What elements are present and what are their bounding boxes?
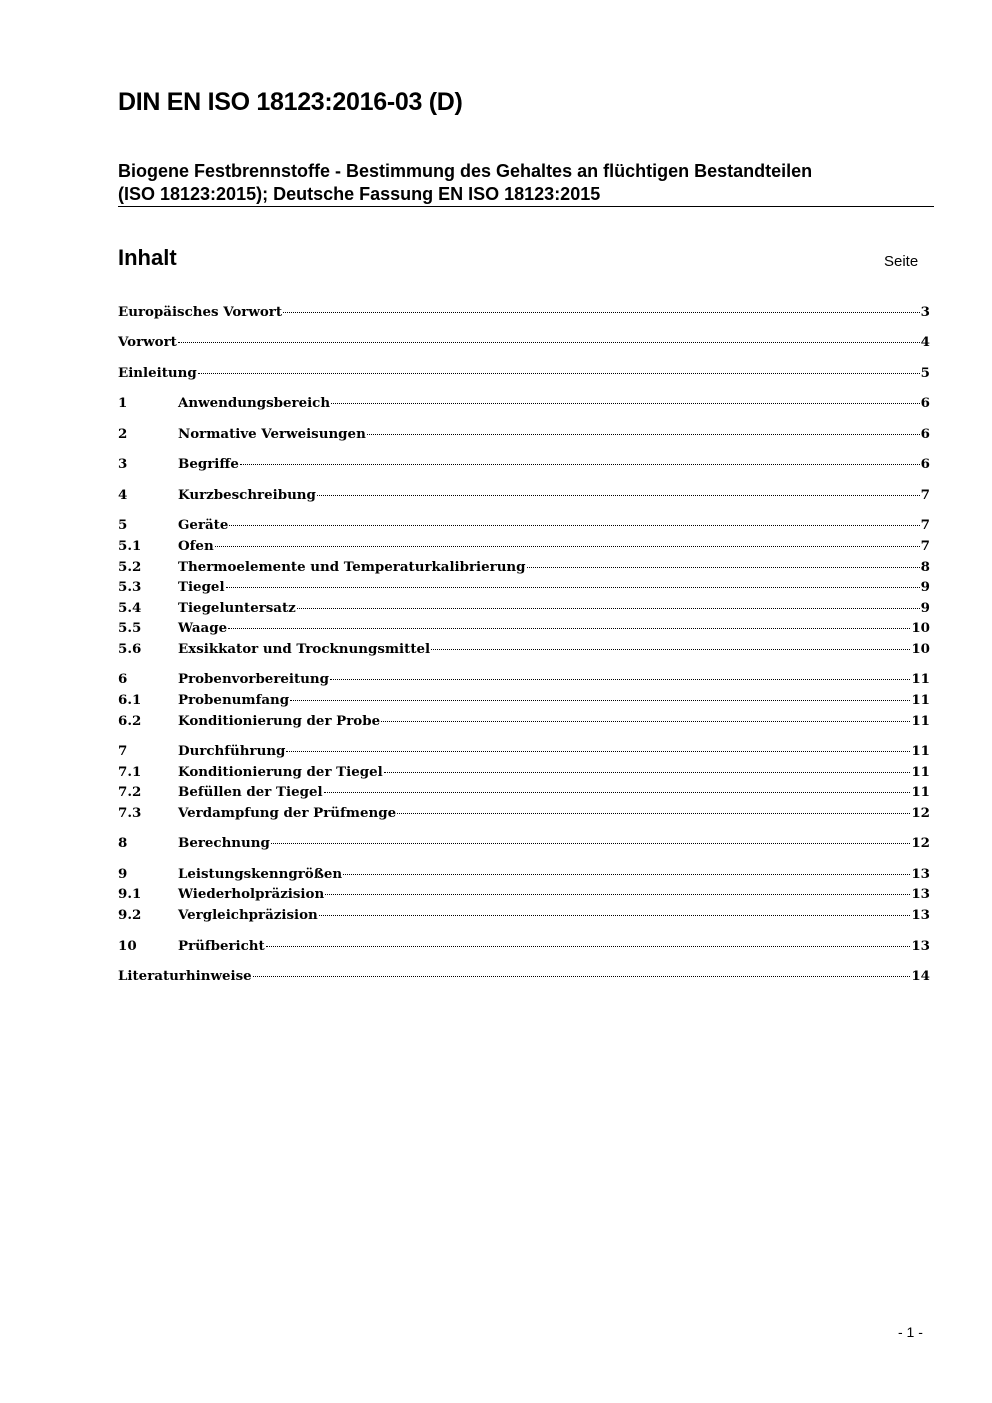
toc-entry-title: Anwendungsbereich [178,395,331,412]
toc-entry-number: 5.4 [118,599,142,616]
toc-leader [324,792,911,793]
toc-leader [253,976,911,977]
toc-leader [431,649,910,650]
toc-entry[interactable] [118,936,930,957]
toc-entry-title: Durchführung [178,743,286,760]
toc-entry-page: 7 [920,486,930,503]
toc-entry[interactable] [118,803,930,824]
toc-leader [266,946,911,947]
toc-entry-page: 8 [920,558,930,575]
toc-entry[interactable] [118,302,930,323]
toc-entry[interactable] [118,884,930,905]
toc-entry-number: 4 [118,486,128,503]
toc-entry-page: 9 [920,599,930,616]
toc-entry-title: Wiederholpräzision [178,886,325,903]
toc-entry-title: Probenvorbereitung [178,671,330,688]
toc-leader [226,587,920,588]
subtitle-line-2: (ISO 18123:2015); Deutsche Fassung EN ISO 18123:2015 [118,184,601,204]
toc-entry-title: Prüfbericht [178,937,265,954]
toc-leader [271,843,910,844]
toc-entry-number: 6 [118,671,128,688]
toc-entry[interactable] [118,424,930,445]
toc-entry-title: Ofen [178,537,214,554]
toc-entry[interactable] [118,782,930,803]
toc-entry-title: Tiegel [178,579,225,596]
toc-entry[interactable] [118,864,930,885]
toc-entry-page: 11 [911,692,930,709]
toc-entry[interactable] [118,669,930,690]
toc-entry-page: 14 [911,968,930,985]
toc-entry-page: 13 [911,907,930,924]
toc-entry[interactable] [118,618,930,639]
document-subtitle [118,160,918,206]
toc-entry[interactable] [118,762,930,783]
toc-entry[interactable] [118,515,930,536]
toc-entry-page: 13 [911,937,930,954]
toc-entry[interactable] [118,598,930,619]
toc-entry-title: Vergleichpräzision [178,907,318,924]
toc-leader [384,772,911,773]
toc-entry[interactable] [118,577,930,598]
toc-entry-page: 6 [920,395,930,412]
toc-leader [286,751,910,752]
toc-entry[interactable] [118,690,930,711]
toc-entry-title: Probenumfang [178,692,290,709]
toc-leader [397,813,910,814]
toc-leader [178,342,920,343]
toc-leader [381,721,910,722]
toc-entry[interactable] [118,966,930,987]
toc-entry-number: 3 [118,456,128,473]
toc-entry-title: Befüllen der Tiegel [178,784,323,801]
toc-entry-page: 13 [911,886,930,903]
toc-entry[interactable] [118,711,930,732]
toc-entry-title: Literaturhinweise [118,968,252,985]
toc-entry-page: 6 [920,425,930,442]
toc-leader [290,700,910,701]
toc-heading: Inhalt [118,245,177,270]
toc-entry-title: Einleitung [118,364,197,381]
toc-entry-title: Berechnung [178,835,270,852]
toc-leader [229,525,919,526]
toc-entry-page: 11 [911,743,930,760]
title-divider [118,206,934,207]
toc-entry[interactable] [118,557,930,578]
toc-entry-title: Waage [178,620,228,637]
document-title: DIN EN ISO 18123:2016-03 (D) [118,88,463,116]
toc-leader [228,628,910,629]
toc-entry-title: Tiegeluntersatz [178,599,296,616]
toc-leader [283,312,920,313]
toc-entry-number: 7.1 [118,763,142,780]
toc-entry-title: Normative Verweisungen [178,425,366,442]
toc-entry-page: 11 [911,671,930,688]
toc-entry-number: 9.1 [118,886,142,903]
page-number: - 1 - [898,1324,923,1340]
toc-leader [343,874,910,875]
toc-entry[interactable] [118,639,930,660]
toc-entry-title: Verdampfung der Prüfmenge [178,804,397,821]
toc-entry-page: 7 [920,537,930,554]
toc-entry-number: 7.3 [118,804,142,821]
toc-entry-number: 10 [118,937,137,954]
toc-entry-page: 10 [911,620,930,637]
toc-entry[interactable] [118,905,930,926]
toc-entry-title: Kurzbeschreibung [178,486,316,503]
toc-entry-page: 12 [911,804,930,821]
toc-leader [367,434,920,435]
toc-entry-page: 3 [920,304,930,320]
toc-entry-number: 6.1 [118,692,142,709]
toc-leader [527,567,920,568]
toc-entry-number: 5.5 [118,620,142,637]
toc-entry-title: Thermoelemente und Temperaturkalibrierung [178,558,526,575]
toc-entry-page: 4 [920,334,930,351]
toc-entry-number: 9 [118,865,128,882]
toc-entry-number: 2 [118,425,128,442]
toc-entry-title: Begriffe [178,456,239,473]
toc-entry-number: 6.2 [118,712,142,729]
toc-entry-number: 5.3 [118,579,142,596]
toc-leader [319,915,911,916]
toc-entry-page: 11 [911,712,930,729]
toc-entry[interactable] [118,393,930,414]
toc-entry-number: 7 [118,743,128,760]
toc-entry-number: 5.6 [118,640,142,657]
toc-entry-number: 5.1 [118,537,142,554]
table-of-contents [118,302,930,987]
toc-entry[interactable] [118,833,930,854]
toc-leader [215,546,920,547]
toc-entry-title: Geräte [178,517,229,534]
toc-entry-page: 9 [920,579,930,596]
toc-entry-title: Exsikkator und Trocknungsmittel [178,640,431,657]
toc-entry[interactable] [118,363,930,384]
toc-entry-page: 6 [920,456,930,473]
toc-entry[interactable] [118,454,930,475]
toc-page-column-heading: Seite [884,253,919,270]
toc-leader [317,495,920,496]
toc-entry-number: 8 [118,835,128,852]
toc-entry-page: 11 [911,784,930,801]
toc-entry[interactable] [118,536,930,557]
toc-entry-number: 5.2 [118,558,142,575]
subtitle-line-1: Biogene Festbrennstoffe - Bestimmung des Gehaltes an flüchtigen Bestandteilen [118,161,813,181]
toc-leader [198,373,920,374]
toc-entry-title: Konditionierung der Probe [178,712,381,729]
toc-entry-title: Konditionierung der Tiegel [178,763,383,780]
toc-entry-title: Leistungskenngrößen [178,865,343,882]
toc-leader [330,679,910,680]
toc-entry[interactable] [118,332,930,353]
toc-entry-page: 13 [911,865,930,882]
toc-entry-page: 5 [920,364,930,381]
toc-leader [325,894,910,895]
toc-entry-page: 11 [911,763,930,780]
toc-entry-page: 12 [911,835,930,852]
toc-leader [331,403,920,404]
toc-entry-number: 1 [118,395,128,412]
toc-entry[interactable] [118,741,930,762]
toc-entry-number: 7.2 [118,784,142,801]
toc-entry-page: 7 [920,517,930,534]
toc-entry-page: 10 [911,640,930,657]
toc-leader [297,608,920,609]
toc-leader [240,464,920,465]
toc-entry-title: Europäisches Vorwort [118,304,283,320]
toc-entry[interactable] [118,485,930,506]
toc-entry-number: 5 [118,517,128,534]
toc-entry-number: 9.2 [118,907,142,924]
toc-entry-title: Vorwort [118,334,177,351]
